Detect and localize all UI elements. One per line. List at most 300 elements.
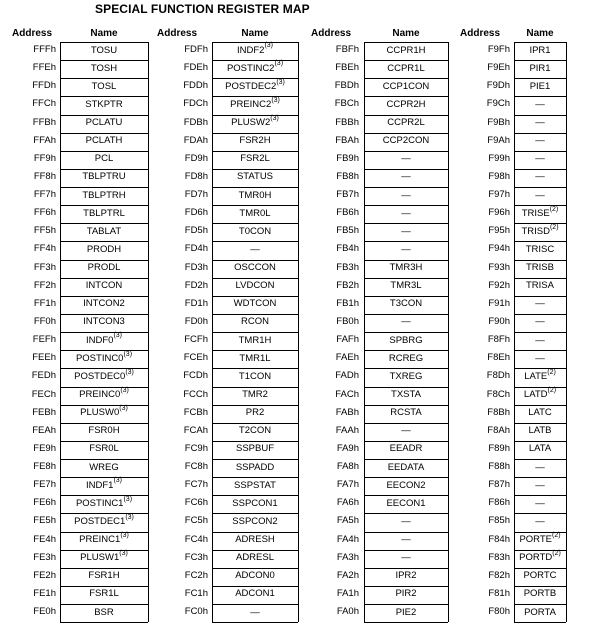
register-name [364, 97, 448, 113]
register-name [60, 514, 148, 530]
register-name-text: PCL [94, 153, 114, 165]
column-header-name: Name [90, 28, 118, 39]
register-name-text: PCLATH [85, 135, 123, 147]
register-name [212, 115, 298, 131]
register-address: FD4h [184, 243, 208, 255]
register-name [60, 242, 148, 258]
register-address: FE5h [33, 515, 56, 527]
register-name [60, 169, 148, 185]
register-address: FDAh [183, 134, 208, 146]
register-name-text: RCSTA [390, 407, 422, 419]
register-name-text: PLUSW1 [80, 552, 120, 564]
register-name-text: SSPSTAT [234, 479, 276, 491]
register-name-text: POSTINC1 [75, 497, 124, 509]
register-address: FF2h [33, 279, 56, 291]
register-name [60, 43, 148, 59]
register-name-text: WREG [89, 461, 119, 473]
register-name [514, 423, 566, 439]
register-name [514, 242, 566, 258]
register-name-text: PIR2 [395, 588, 417, 600]
register-name [364, 423, 448, 439]
register-name-text: — [401, 243, 411, 255]
register-name [212, 206, 298, 222]
register-address: F88h [488, 461, 510, 472]
register-address: FBFh [335, 44, 359, 55]
register-name [364, 224, 448, 240]
register-name-text: POSTDEC2 [225, 80, 277, 92]
register-address: FB0h [336, 315, 359, 327]
register-name [212, 369, 298, 385]
column-header-address: Address [311, 28, 352, 39]
register-address: FAEh [335, 352, 359, 364]
register-name [212, 296, 298, 312]
register-name [514, 586, 566, 602]
register-name [514, 405, 566, 421]
register-name [364, 188, 448, 204]
register-name-text: POSTDEC0 [74, 370, 126, 382]
register-name [212, 460, 298, 476]
register-address: FFFh [33, 44, 56, 55]
footnote-marker: (3) [264, 42, 273, 50]
register-name-text: SSPBUF [235, 443, 274, 455]
register-name-text: LATD [523, 389, 548, 400]
register-name [60, 586, 148, 602]
register-address: FDEh [183, 62, 208, 74]
register-address: FB4h [336, 243, 359, 255]
register-name [60, 568, 148, 584]
register-name-text: TBLPTRH [82, 189, 126, 201]
register-name-text: TOSH [90, 62, 118, 74]
register-name [364, 296, 448, 312]
register-name-text: STKPTR [85, 98, 123, 110]
footnote-marker: (3) [120, 386, 129, 394]
register-name [514, 550, 566, 566]
register-name-text: TRISA [526, 280, 554, 292]
register-name-text: TMR3L [390, 280, 422, 292]
register-address: F91h [488, 297, 510, 309]
register-name [514, 188, 566, 204]
register-address: FEAh [32, 424, 56, 436]
register-address: FDDh [183, 80, 208, 92]
register-name [514, 351, 566, 367]
register-name [364, 550, 448, 566]
register-name-text: EEDATA [387, 461, 425, 473]
register-name [514, 460, 566, 476]
register-name-text: TMR3H [389, 262, 423, 274]
register-address: FB1h [336, 297, 359, 309]
register-name-text: TRISC [525, 243, 555, 255]
register-address: FF0h [33, 315, 56, 327]
column-header-name: Name [241, 28, 269, 39]
register-name [212, 333, 298, 349]
register-address: F83h [488, 551, 510, 563]
register-address: FE8h [33, 461, 56, 472]
register-name-text: CCP1CON [382, 80, 430, 92]
register-address: FCFh [184, 334, 208, 346]
register-name-text: SSPCON1 [232, 497, 278, 509]
register-name-text: TBLPTRL [83, 207, 125, 219]
register-name-text: ADCON1 [235, 588, 275, 600]
register-name [364, 405, 448, 421]
register-name-text: — [401, 171, 411, 183]
footnote-marker: (2) [547, 386, 557, 394]
register-name [60, 333, 148, 349]
register-name-text: — [401, 425, 411, 437]
register-address: FE0h [33, 606, 56, 617]
register-address: F98h [488, 170, 510, 182]
register-address: FB2h [336, 279, 359, 291]
register-address: FEDh [31, 370, 56, 382]
register-address: FC8h [184, 461, 208, 472]
register-address: FBBh [335, 116, 359, 128]
register-address: F95h [488, 225, 510, 237]
register-name [514, 478, 566, 494]
register-address: FECh [31, 388, 56, 400]
register-address: FA8h [336, 461, 359, 472]
grid-line [514, 622, 566, 623]
register-name [212, 405, 298, 421]
register-name-text: TABLAT [86, 225, 122, 237]
register-name-text: INDF2 [236, 44, 265, 56]
register-address: FF5h [33, 225, 56, 237]
register-name-text: BSR [94, 606, 114, 618]
register-name-text: TMR0H [238, 189, 272, 201]
register-name [364, 351, 448, 367]
column-header-name: Name [392, 28, 420, 39]
register-name-text: FSR2H [239, 135, 271, 147]
register-address: F80h [488, 606, 510, 617]
register-name-text: CCP2CON [382, 135, 430, 147]
register-name [60, 133, 148, 149]
register-address: FFAh [33, 134, 56, 146]
register-address: FD0h [184, 315, 208, 327]
register-name-text: ADRESH [235, 534, 275, 545]
register-name [514, 387, 566, 403]
register-name-text: PRODL [87, 262, 121, 274]
register-name [212, 351, 298, 367]
register-address: FC7h [184, 479, 208, 491]
register-name-text: TXSTA [391, 389, 421, 400]
register-address: FE9h [33, 442, 56, 454]
register-address: FFBh [32, 116, 56, 128]
register-name-text: — [401, 534, 411, 545]
register-name [514, 169, 566, 185]
register-name [364, 369, 448, 385]
register-name-text: PORTC [523, 570, 557, 582]
register-name [60, 605, 148, 621]
register-address: FA4h [336, 533, 359, 545]
register-name [60, 224, 148, 240]
register-address: FFEh [32, 62, 56, 74]
register-name-text: OSCCON [234, 262, 276, 274]
register-name-text: — [401, 552, 411, 564]
register-name [364, 260, 448, 276]
register-name-text: — [535, 515, 545, 527]
register-name-text: TBLPTRU [82, 171, 126, 183]
register-address: F89h [488, 442, 510, 454]
register-name [364, 333, 448, 349]
register-address: FC6h [184, 497, 208, 509]
register-address: FA2h [336, 569, 359, 581]
register-name [60, 550, 148, 566]
register-address: FD5h [184, 225, 208, 237]
register-name-text: FSR0L [89, 443, 119, 455]
register-name-text: — [401, 515, 411, 527]
register-name [364, 460, 448, 476]
register-address: FB3h [336, 261, 359, 273]
register-address: FB5h [336, 225, 359, 237]
grid-border [448, 42, 449, 622]
register-name [60, 115, 148, 131]
register-name [364, 532, 448, 548]
register-name-text: WDTCON [233, 298, 277, 310]
register-name [364, 43, 448, 59]
register-address: F9Ah [487, 134, 510, 146]
register-name [514, 278, 566, 294]
register-address: F8Ch [486, 388, 510, 400]
register-name [364, 242, 448, 258]
register-address: FD2h [184, 279, 208, 291]
register-name-text: — [535, 497, 545, 509]
register-address: F8Fh [487, 334, 510, 346]
register-name-text: PORTD [519, 552, 553, 564]
register-address: F9Fh [487, 44, 510, 55]
footnote-marker: (3) [274, 60, 284, 68]
register-address: FF3h [33, 261, 56, 273]
column-header-address: Address [460, 28, 501, 39]
register-name [60, 532, 148, 548]
register-name [212, 43, 298, 59]
register-address: F86h [488, 497, 510, 509]
register-name-text: TOSL [91, 80, 117, 92]
register-address: FA3h [336, 551, 359, 563]
register-address: FEFh [32, 334, 56, 346]
register-name-text: FSR1L [89, 588, 119, 600]
register-address: F87h [488, 479, 510, 491]
register-name-text: CCPR2L [387, 117, 425, 128]
register-address: FB7h [336, 189, 359, 200]
register-address: F93h [488, 261, 510, 273]
register-name-text: TRISD [521, 225, 550, 237]
register-name-text: ADCON0 [235, 570, 275, 582]
register-name-text: PLUSW0 [80, 407, 120, 419]
register-address: F8Dh [486, 370, 510, 382]
register-name [514, 115, 566, 131]
register-name [364, 133, 448, 149]
register-name-text: PREINC1 [79, 534, 121, 545]
register-name-text: ADRESL [235, 552, 274, 564]
register-name [212, 79, 298, 95]
register-name [60, 151, 148, 167]
register-address: FDCh [183, 98, 208, 110]
register-address: F8Ah [487, 424, 510, 436]
register-name-text: POSTINC0 [75, 352, 124, 364]
register-address: FC5h [184, 515, 208, 527]
register-name [60, 460, 148, 476]
footnote-marker: (3) [271, 96, 280, 104]
register-name [514, 133, 566, 149]
register-name [514, 314, 566, 330]
register-address: F94h [488, 243, 510, 255]
register-address: FDFh [184, 44, 208, 55]
register-address: FCDh [183, 370, 208, 382]
register-name-text: T3CON [389, 298, 423, 310]
register-address: FC1h [184, 587, 208, 599]
register-name [212, 387, 298, 403]
footnote-marker: (2) [552, 549, 561, 557]
register-name-text: — [535, 298, 545, 310]
register-address: F92h [488, 279, 510, 291]
register-address: FFCh [32, 98, 56, 110]
register-address: FC2h [184, 569, 208, 581]
register-name-text: LATE [524, 370, 548, 382]
register-name [212, 97, 298, 113]
register-address: FF4h [33, 243, 56, 255]
register-name-text: TXREG [389, 370, 423, 382]
register-address: FC9h [184, 442, 208, 454]
register-name [364, 478, 448, 494]
register-address: FB9h [336, 152, 359, 164]
register-name-text: RCON [241, 316, 269, 328]
register-name [212, 514, 298, 530]
register-name-text: PIE1 [529, 80, 551, 92]
register-address: FA1h [336, 587, 359, 599]
register-name [364, 441, 448, 457]
footnote-marker: (3) [270, 114, 279, 122]
register-address: F90h [488, 315, 510, 327]
register-address: FBCh [334, 98, 359, 110]
register-name-text: CCPR1L [387, 62, 425, 74]
register-address: FA5h [336, 515, 359, 527]
register-name [212, 586, 298, 602]
register-name-text: — [401, 189, 411, 201]
grid-line [212, 622, 298, 623]
register-name-text: — [250, 243, 260, 255]
register-name [514, 224, 566, 240]
footnote-marker: (2) [552, 531, 561, 539]
grid-border [566, 42, 567, 622]
register-address: F84h [488, 533, 510, 545]
register-name [60, 278, 148, 294]
register-name [212, 532, 298, 548]
register-address: FE6h [33, 497, 56, 509]
register-name-text: FSR2L [240, 153, 270, 165]
register-name [60, 423, 148, 439]
register-name-text: TMR0L [239, 207, 271, 219]
register-name-text: LVDCON [235, 280, 275, 292]
grid-line [364, 622, 448, 623]
register-name-text: — [401, 225, 411, 237]
register-name [364, 79, 448, 95]
register-name [60, 369, 148, 385]
column-header-name: Name [526, 28, 554, 39]
register-name [60, 79, 148, 95]
register-name-text: POSTINC2 [226, 62, 275, 74]
footnote-marker: (3) [119, 549, 128, 557]
register-name [364, 568, 448, 584]
register-address: FD1h [184, 297, 208, 309]
grid-line [60, 622, 148, 623]
register-address: FA0h [336, 606, 359, 617]
register-address: FEEh [32, 352, 56, 364]
register-address: FA6h [336, 497, 359, 509]
register-name-text: FSR1H [88, 570, 120, 582]
register-name [514, 605, 566, 621]
register-name [514, 206, 566, 222]
register-name-text: PREINC2 [230, 98, 272, 110]
register-address: FACh [335, 388, 359, 400]
register-name [212, 169, 298, 185]
register-name [364, 387, 448, 403]
page-title: SPECIAL FUNCTION REGISTER MAP [95, 2, 310, 16]
footnote-marker: (3) [125, 513, 134, 521]
register-address: F97h [488, 189, 510, 200]
register-name [212, 496, 298, 512]
register-name-text: TMR1L [239, 352, 271, 364]
register-address: FC3h [184, 551, 208, 563]
register-address: F9Dh [486, 80, 510, 92]
register-address: F9Ch [486, 98, 510, 110]
column-header-address: Address [157, 28, 198, 39]
register-name-text: — [535, 334, 545, 346]
register-name-text: PIE2 [395, 606, 417, 618]
register-name-text: TMR1H [238, 334, 272, 346]
register-address: FE1h [33, 587, 56, 599]
register-name [60, 206, 148, 222]
footnote-marker: (3) [120, 531, 129, 539]
register-address: F8Eh [487, 352, 510, 364]
register-address: FA9h [336, 442, 359, 454]
register-name [514, 151, 566, 167]
grid-border [298, 42, 299, 622]
register-name-text: SSPCON2 [232, 515, 278, 527]
register-name-text: TOSU [90, 44, 118, 56]
register-name-text: EECON2 [386, 479, 426, 491]
register-address: FAFh [336, 334, 359, 346]
register-name-text: LATA [528, 443, 552, 455]
register-name [364, 586, 448, 602]
register-name [364, 169, 448, 185]
register-name [60, 97, 148, 113]
register-name-text: LATC [528, 407, 552, 419]
register-name-text: IPR2 [395, 570, 417, 582]
register-name-text: — [250, 606, 260, 618]
register-address: FF1h [33, 297, 56, 309]
register-address: FFDh [32, 80, 56, 92]
register-address: FBEh [335, 62, 359, 74]
register-address: FC0h [184, 606, 208, 617]
register-name [60, 478, 148, 494]
register-name-text: FSR0H [88, 425, 120, 437]
register-address: FA7h [336, 479, 359, 491]
register-name-text: PRODH [86, 243, 122, 255]
register-name-text: CCPR1H [386, 44, 426, 56]
register-address: FF8h [33, 170, 56, 182]
register-name [212, 224, 298, 240]
register-name-text: — [535, 461, 545, 473]
register-name [514, 496, 566, 512]
register-name [60, 314, 148, 330]
register-name-text: — [401, 153, 411, 165]
register-name [212, 260, 298, 276]
register-name [212, 151, 298, 167]
register-address: F85h [488, 515, 510, 527]
register-name-text: CCPR2H [386, 98, 426, 110]
footnote-marker: (3) [113, 477, 122, 485]
register-name-text: PR2 [245, 407, 265, 419]
register-name-text: PLUSW2 [231, 117, 271, 128]
register-name-text: POSTDEC1 [74, 515, 126, 527]
